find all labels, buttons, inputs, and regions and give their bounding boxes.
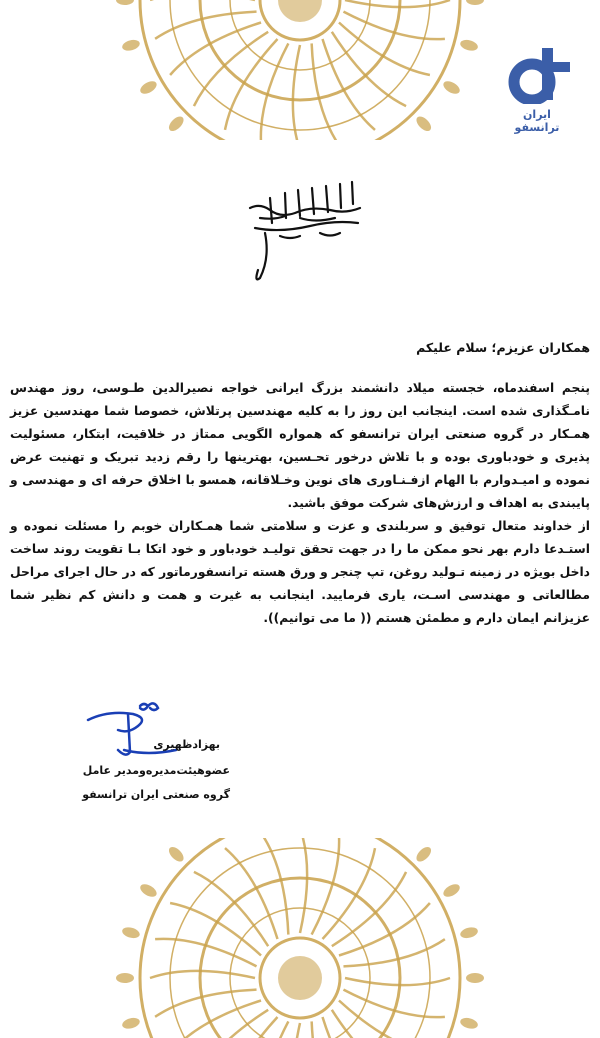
greeting: همکاران عزیزم؛ سلام علیکم	[416, 340, 590, 355]
letter-body	[10, 336, 590, 630]
signer-title: عضوهیئت‌مدیره‌ومدیر عامل	[82, 764, 230, 777]
company-name: ایران ترانسفو	[514, 108, 560, 134]
company-logo	[502, 48, 572, 134]
handwritten-signature	[78, 700, 178, 760]
paragraph-2: از خداوند متعال توفیق و سربلندی و عزت و سلامتی شما همـکاران خوبم را مسئلت نموده و استـدعا دارم بهر نحو ممکن ما را در جهت تحقق تولیـد خودباور و خود اتکا بـا تقویت روند ساخت داخل بویژه در زمینه تـولید روغن، تپ چنجر و ورق هسته ترانسفورماتور که در حال اجرای مراحل مطالعاتی و مهندسی اسـت، یاری فرمایید. اینجانب به غیرت و همت و دانش کم نظیر شما عزیزانم ایمان دارم و مطمئن هستم (( ما می توانیم)).	[10, 519, 590, 625]
top-ornament	[90, 0, 510, 140]
signer-organization: گروه صنعتی ایران ترانسفو	[82, 788, 230, 801]
transfo-logo-icon	[504, 48, 570, 104]
bottom-ornament	[90, 838, 510, 1038]
signer-name: بهزادظهیری	[153, 738, 220, 751]
basmala-calligraphy	[240, 178, 370, 288]
paragraph-1: پنجم اسفندماه، خجسته میلاد دانشمند بزرگ ایرانی خواجه نصیرالدین طـوسی، روز مهندس نامـگذاری شده است. اینجانب این روز را به کلیه مهندسین پرتلاش، خصوصا شما مهندسین عزیز همـکار در گروه صنعتی ایران ترانسفو که همواره الگویی ممتاز در خلاقیت، ابتکار، مسئولیت پذیری و خودباوری بوده و با تلاش درخور تحـسین، بهترینها را رقم زدید تبریک و تهنیت عرض نموده و امیـدوارم با الهام ازفـنـاوری های نوین وخـلاقانه، همسو با اخلاق حرفه ای و مهندسی و پایبندی به اهداف و ارزش‌های شرکت موفق باشید.	[10, 381, 590, 510]
